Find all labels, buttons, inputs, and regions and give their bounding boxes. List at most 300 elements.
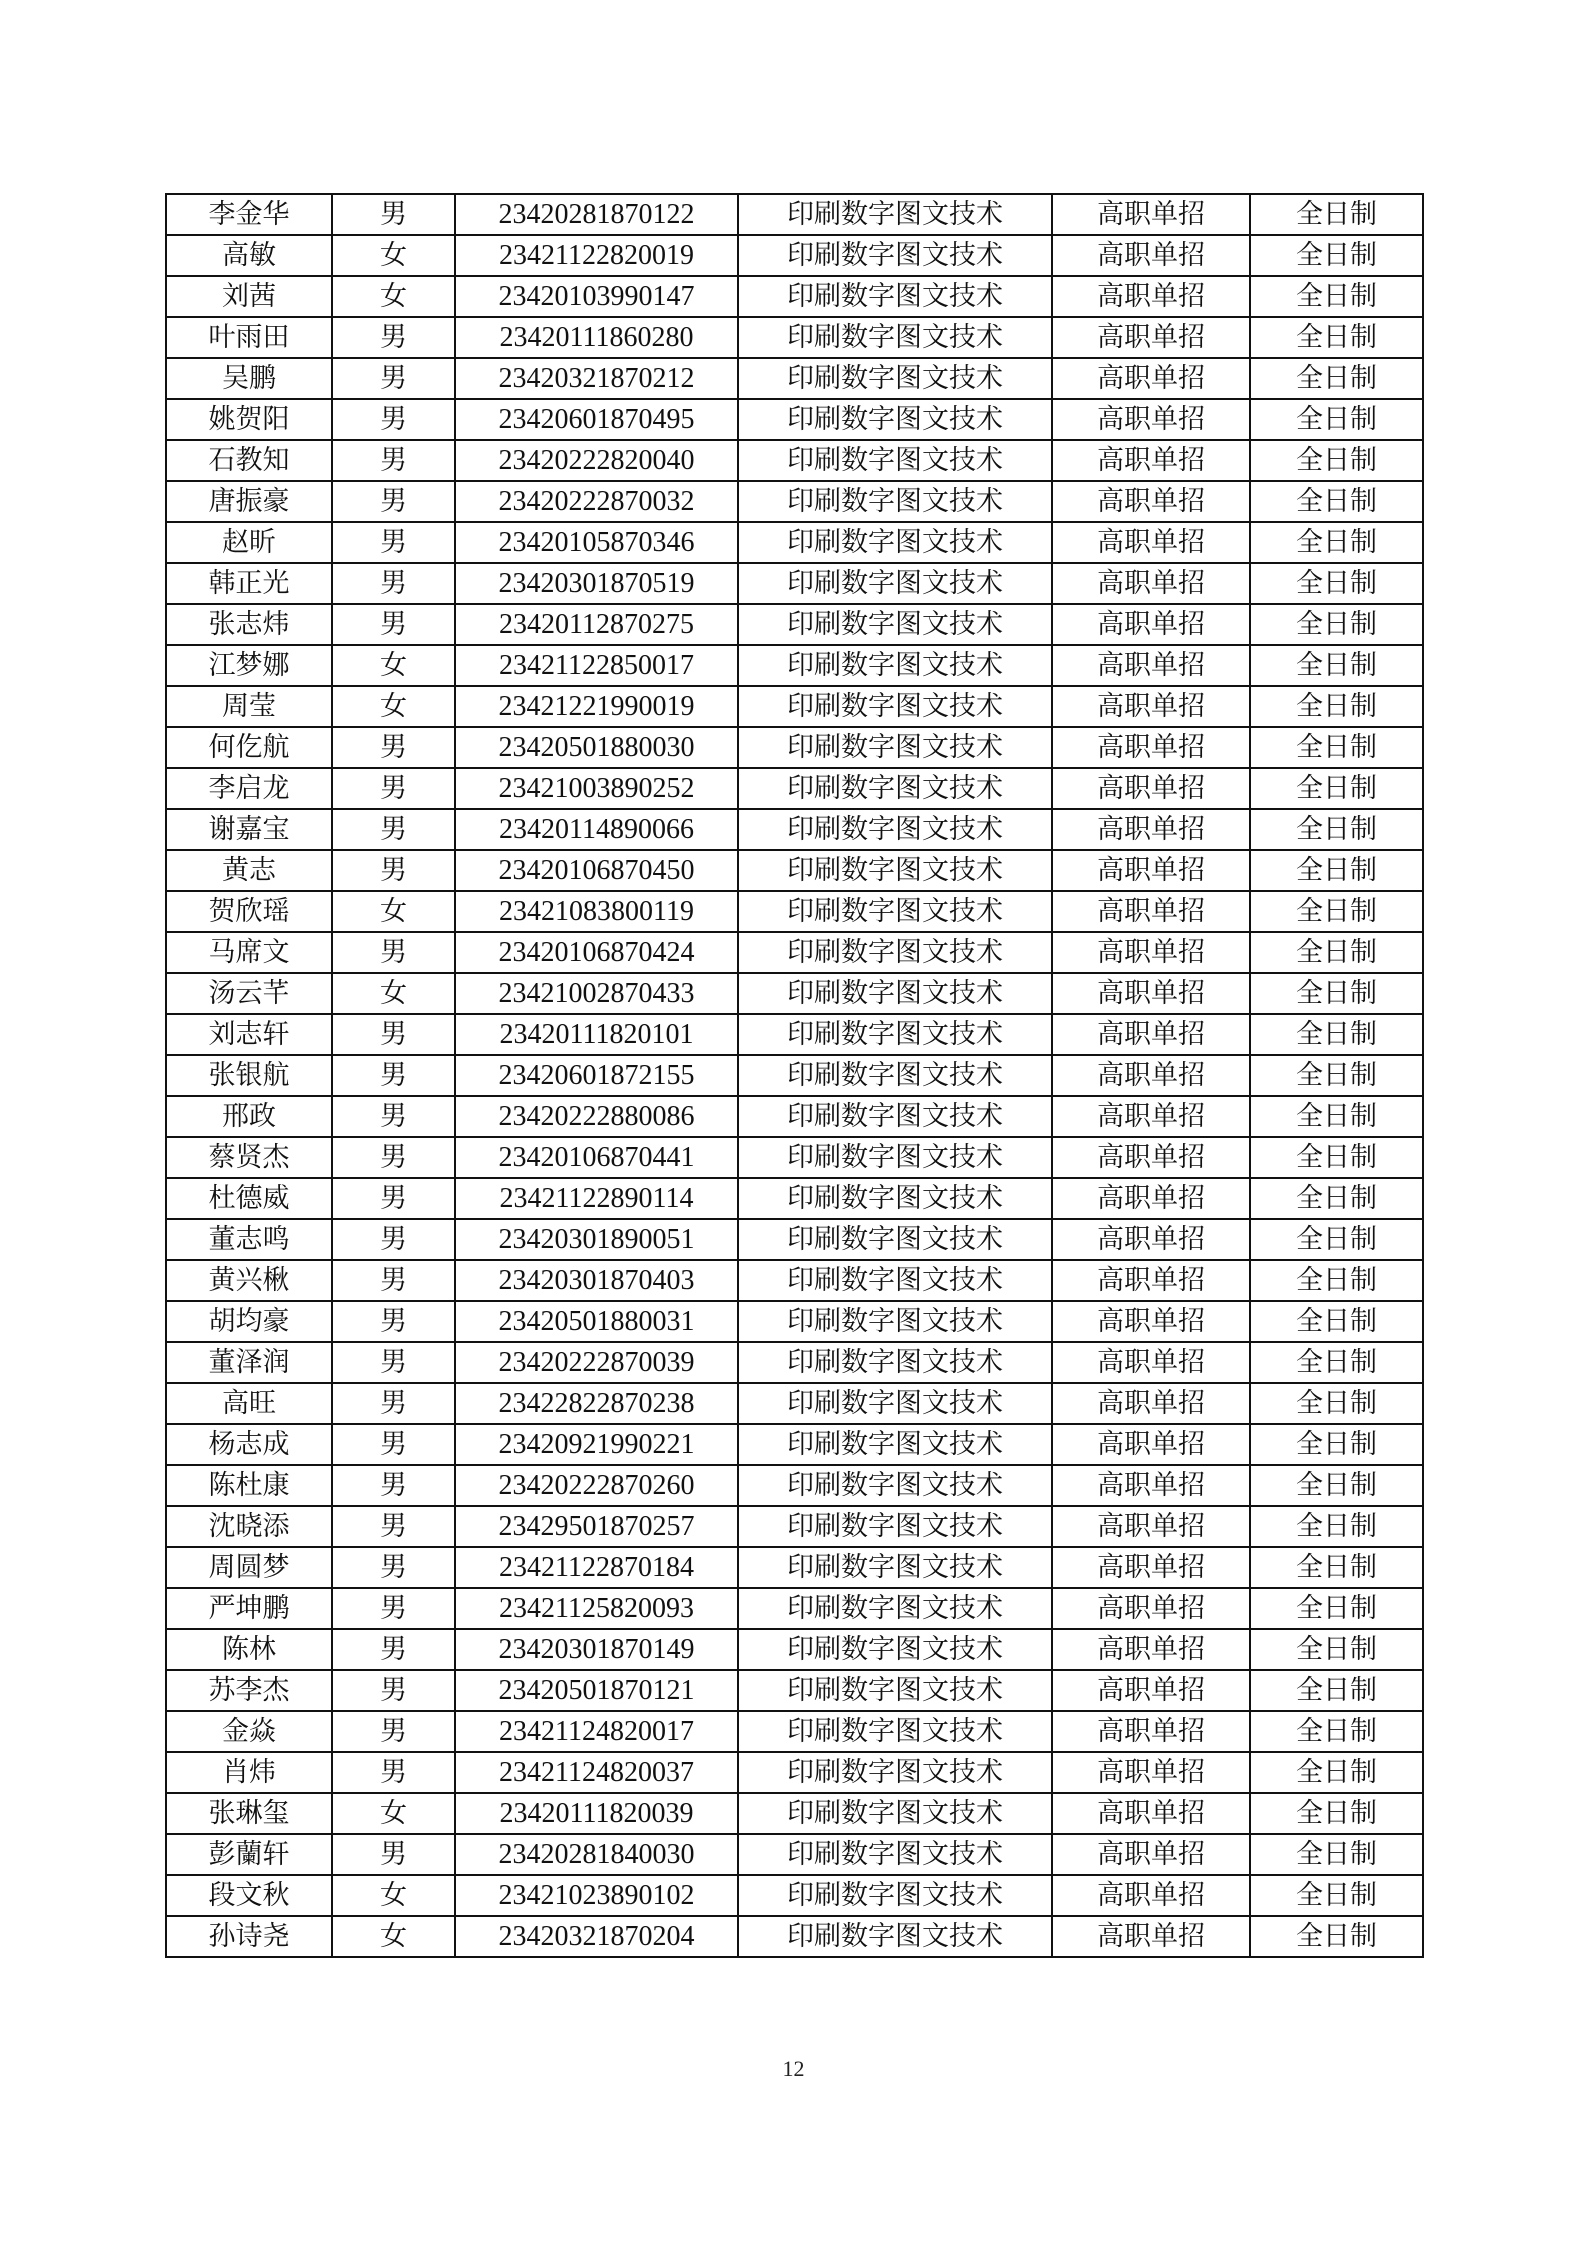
student-name-cell: 陈林 — [166, 1629, 332, 1670]
gender-cell: 男 — [332, 1260, 455, 1301]
admission-type-cell: 高职单招 — [1052, 358, 1250, 399]
major-cell: 印刷数字图文技术 — [738, 1547, 1052, 1588]
study-mode-cell: 全日制 — [1250, 1547, 1423, 1588]
student-name-cell: 高敏 — [166, 235, 332, 276]
study-mode-cell: 全日制 — [1250, 686, 1423, 727]
study-mode-cell: 全日制 — [1250, 1670, 1423, 1711]
major-cell: 印刷数字图文技术 — [738, 358, 1052, 399]
admission-type-cell: 高职单招 — [1052, 194, 1250, 235]
table-row — [166, 399, 1423, 440]
study-mode-cell: 全日制 — [1250, 809, 1423, 850]
table-row — [166, 645, 1423, 686]
table-row — [166, 1711, 1423, 1752]
major-cell: 印刷数字图文技术 — [738, 481, 1052, 522]
student-name-cell: 金焱 — [166, 1711, 332, 1752]
study-mode-cell: 全日制 — [1250, 358, 1423, 399]
admission-type-cell: 高职单招 — [1052, 768, 1250, 809]
major-cell: 印刷数字图文技术 — [738, 1424, 1052, 1465]
gender-cell: 女 — [332, 1793, 455, 1834]
table-row — [166, 1014, 1423, 1055]
major-cell: 印刷数字图文技术 — [738, 1629, 1052, 1670]
exam-id-cell: 23420601870495 — [455, 399, 738, 440]
table-row — [166, 850, 1423, 891]
table-row — [166, 276, 1423, 317]
admission-type-cell: 高职单招 — [1052, 276, 1250, 317]
major-cell: 印刷数字图文技术 — [738, 1219, 1052, 1260]
exam-id-cell: 23421083800119 — [455, 891, 738, 932]
student-name-cell: 李启龙 — [166, 768, 332, 809]
gender-cell: 男 — [332, 1014, 455, 1055]
gender-cell: 男 — [332, 1383, 455, 1424]
gender-cell: 男 — [332, 727, 455, 768]
table-row — [166, 1629, 1423, 1670]
study-mode-cell: 全日制 — [1250, 850, 1423, 891]
table-row — [166, 522, 1423, 563]
gender-cell: 男 — [332, 1301, 455, 1342]
admission-type-cell: 高职单招 — [1052, 1096, 1250, 1137]
exam-id-cell: 23420112870275 — [455, 604, 738, 645]
student-name-cell: 江梦娜 — [166, 645, 332, 686]
gender-cell: 男 — [332, 1219, 455, 1260]
admission-type-cell: 高职单招 — [1052, 1834, 1250, 1875]
student-name-cell: 黄兴楸 — [166, 1260, 332, 1301]
gender-cell: 男 — [332, 1096, 455, 1137]
study-mode-cell: 全日制 — [1250, 440, 1423, 481]
table-row — [166, 1383, 1423, 1424]
student-name-cell: 彭蘭轩 — [166, 1834, 332, 1875]
exam-id-cell: 23421122870184 — [455, 1547, 738, 1588]
table-row — [166, 1137, 1423, 1178]
major-cell: 印刷数字图文技术 — [738, 317, 1052, 358]
exam-id-cell: 23421023890102 — [455, 1875, 738, 1916]
exam-id-cell: 23420501870121 — [455, 1670, 738, 1711]
major-cell: 印刷数字图文技术 — [738, 727, 1052, 768]
major-cell: 印刷数字图文技术 — [738, 1588, 1052, 1629]
exam-id-cell: 23421122850017 — [455, 645, 738, 686]
table-row — [166, 1916, 1423, 1957]
exam-id-cell: 23420222820040 — [455, 440, 738, 481]
study-mode-cell: 全日制 — [1250, 1916, 1423, 1957]
admission-type-cell: 高职单招 — [1052, 1260, 1250, 1301]
study-mode-cell: 全日制 — [1250, 1014, 1423, 1055]
exam-id-cell: 23420281840030 — [455, 1834, 738, 1875]
gender-cell: 男 — [332, 1178, 455, 1219]
gender-cell: 女 — [332, 276, 455, 317]
student-name-cell: 姚贺阳 — [166, 399, 332, 440]
gender-cell: 女 — [332, 891, 455, 932]
student-name-cell: 陈杜康 — [166, 1465, 332, 1506]
major-cell: 印刷数字图文技术 — [738, 1137, 1052, 1178]
table-row — [166, 1219, 1423, 1260]
study-mode-cell: 全日制 — [1250, 604, 1423, 645]
gender-cell: 男 — [332, 563, 455, 604]
admission-type-cell: 高职单招 — [1052, 1793, 1250, 1834]
student-name-cell: 张银航 — [166, 1055, 332, 1096]
gender-cell: 男 — [332, 1506, 455, 1547]
gender-cell: 女 — [332, 645, 455, 686]
table-row — [166, 481, 1423, 522]
admission-type-cell: 高职单招 — [1052, 1465, 1250, 1506]
exam-id-cell: 23421221990019 — [455, 686, 738, 727]
student-name-cell: 何仡航 — [166, 727, 332, 768]
table-row — [166, 973, 1423, 1014]
student-name-cell: 苏李杰 — [166, 1670, 332, 1711]
gender-cell: 男 — [332, 768, 455, 809]
exam-id-cell: 23420222870260 — [455, 1465, 738, 1506]
table-row — [166, 1424, 1423, 1465]
exam-id-cell: 23429501870257 — [455, 1506, 738, 1547]
study-mode-cell: 全日制 — [1250, 1711, 1423, 1752]
table-row — [166, 1260, 1423, 1301]
exam-id-cell: 23420301870519 — [455, 563, 738, 604]
study-mode-cell: 全日制 — [1250, 194, 1423, 235]
exam-id-cell: 23420111820039 — [455, 1793, 738, 1834]
gender-cell: 男 — [332, 932, 455, 973]
major-cell: 印刷数字图文技术 — [738, 399, 1052, 440]
table-row — [166, 1465, 1423, 1506]
study-mode-cell: 全日制 — [1250, 1506, 1423, 1547]
table-row — [166, 686, 1423, 727]
table-row — [166, 604, 1423, 645]
exam-id-cell: 23421124820037 — [455, 1752, 738, 1793]
major-cell: 印刷数字图文技术 — [738, 1875, 1052, 1916]
study-mode-cell: 全日制 — [1250, 276, 1423, 317]
admission-type-cell: 高职单招 — [1052, 1547, 1250, 1588]
gender-cell: 男 — [332, 850, 455, 891]
major-cell: 印刷数字图文技术 — [738, 1506, 1052, 1547]
student-name-cell: 石教知 — [166, 440, 332, 481]
major-cell: 印刷数字图文技术 — [738, 1301, 1052, 1342]
student-name-cell: 唐振豪 — [166, 481, 332, 522]
major-cell: 印刷数字图文技术 — [738, 1342, 1052, 1383]
admission-type-cell: 高职单招 — [1052, 604, 1250, 645]
study-mode-cell: 全日制 — [1250, 563, 1423, 604]
gender-cell: 男 — [332, 1342, 455, 1383]
major-cell: 印刷数字图文技术 — [738, 850, 1052, 891]
study-mode-cell: 全日制 — [1250, 1752, 1423, 1793]
study-mode-cell: 全日制 — [1250, 1178, 1423, 1219]
study-mode-cell: 全日制 — [1250, 1055, 1423, 1096]
student-name-cell: 汤云芊 — [166, 973, 332, 1014]
study-mode-cell: 全日制 — [1250, 1424, 1423, 1465]
student-name-cell: 黄志 — [166, 850, 332, 891]
admission-type-cell: 高职单招 — [1052, 1178, 1250, 1219]
gender-cell: 男 — [332, 604, 455, 645]
table-row — [166, 1752, 1423, 1793]
exam-id-cell: 23420114890066 — [455, 809, 738, 850]
table-row — [166, 1342, 1423, 1383]
exam-id-cell: 23421122890114 — [455, 1178, 738, 1219]
major-cell: 印刷数字图文技术 — [738, 1260, 1052, 1301]
study-mode-cell: 全日制 — [1250, 1834, 1423, 1875]
exam-id-cell: 23420222870039 — [455, 1342, 738, 1383]
gender-cell: 男 — [332, 1629, 455, 1670]
table-row — [166, 809, 1423, 850]
study-mode-cell: 全日制 — [1250, 1342, 1423, 1383]
table-row — [166, 1178, 1423, 1219]
study-mode-cell: 全日制 — [1250, 932, 1423, 973]
table-row — [166, 358, 1423, 399]
admission-type-cell: 高职单招 — [1052, 440, 1250, 481]
major-cell: 印刷数字图文技术 — [738, 1752, 1052, 1793]
study-mode-cell: 全日制 — [1250, 1301, 1423, 1342]
table-row — [166, 317, 1423, 358]
exam-id-cell: 23421125820093 — [455, 1588, 738, 1629]
major-cell: 印刷数字图文技术 — [738, 973, 1052, 1014]
study-mode-cell: 全日制 — [1250, 1588, 1423, 1629]
gender-cell: 男 — [332, 1834, 455, 1875]
table-row — [166, 440, 1423, 481]
study-mode-cell: 全日制 — [1250, 522, 1423, 563]
table-row — [166, 891, 1423, 932]
student-name-cell: 吴鹏 — [166, 358, 332, 399]
major-cell: 印刷数字图文技术 — [738, 522, 1052, 563]
study-mode-cell: 全日制 — [1250, 317, 1423, 358]
admission-type-cell: 高职单招 — [1052, 1219, 1250, 1260]
exam-id-cell: 23420222880086 — [455, 1096, 738, 1137]
study-mode-cell: 全日制 — [1250, 399, 1423, 440]
admission-type-cell: 高职单招 — [1052, 399, 1250, 440]
student-name-cell: 叶雨田 — [166, 317, 332, 358]
major-cell: 印刷数字图文技术 — [738, 194, 1052, 235]
gender-cell: 男 — [332, 1670, 455, 1711]
table-row — [166, 1096, 1423, 1137]
major-cell: 印刷数字图文技术 — [738, 768, 1052, 809]
table-row — [166, 768, 1423, 809]
student-name-cell: 邢政 — [166, 1096, 332, 1137]
study-mode-cell: 全日制 — [1250, 1260, 1423, 1301]
gender-cell: 男 — [332, 1055, 455, 1096]
admission-type-cell: 高职单招 — [1052, 1588, 1250, 1629]
admission-type-cell: 高职单招 — [1052, 727, 1250, 768]
major-cell: 印刷数字图文技术 — [738, 1793, 1052, 1834]
table-row — [166, 1055, 1423, 1096]
major-cell: 印刷数字图文技术 — [738, 1383, 1052, 1424]
table-row — [166, 235, 1423, 276]
study-mode-cell: 全日制 — [1250, 1219, 1423, 1260]
admission-type-cell: 高职单招 — [1052, 932, 1250, 973]
student-name-cell: 孙诗尧 — [166, 1916, 332, 1957]
major-cell: 印刷数字图文技术 — [738, 563, 1052, 604]
student-name-cell: 谢嘉宝 — [166, 809, 332, 850]
major-cell: 印刷数字图文技术 — [738, 604, 1052, 645]
major-cell: 印刷数字图文技术 — [738, 1670, 1052, 1711]
admission-type-cell: 高职单招 — [1052, 1342, 1250, 1383]
exam-id-cell: 23421122820019 — [455, 235, 738, 276]
table-row — [166, 1793, 1423, 1834]
gender-cell: 男 — [332, 809, 455, 850]
admission-type-cell: 高职单招 — [1052, 973, 1250, 1014]
admission-type-cell: 高职单招 — [1052, 1055, 1250, 1096]
admission-type-cell: 高职单招 — [1052, 1752, 1250, 1793]
admission-type-cell: 高职单招 — [1052, 563, 1250, 604]
roster-body — [166, 194, 1423, 1957]
major-cell: 印刷数字图文技术 — [738, 235, 1052, 276]
page-number: 12 — [782, 2056, 805, 2081]
student-name-cell: 严坤鹏 — [166, 1588, 332, 1629]
admission-type-cell: 高职单招 — [1052, 1383, 1250, 1424]
student-name-cell: 张琳玺 — [166, 1793, 332, 1834]
major-cell: 印刷数字图文技术 — [738, 809, 1052, 850]
major-cell: 印刷数字图文技术 — [738, 276, 1052, 317]
exam-id-cell: 23420103990147 — [455, 276, 738, 317]
exam-id-cell: 23422822870238 — [455, 1383, 738, 1424]
admission-type-cell: 高职单招 — [1052, 1424, 1250, 1465]
student-roster-table — [165, 193, 1424, 1958]
admission-type-cell: 高职单招 — [1052, 1670, 1250, 1711]
major-cell: 印刷数字图文技术 — [738, 1711, 1052, 1752]
gender-cell: 男 — [332, 1711, 455, 1752]
gender-cell: 男 — [332, 1465, 455, 1506]
admission-type-cell: 高职单招 — [1052, 645, 1250, 686]
admission-type-cell: 高职单招 — [1052, 1506, 1250, 1547]
study-mode-cell: 全日制 — [1250, 1137, 1423, 1178]
exam-id-cell: 23420111820101 — [455, 1014, 738, 1055]
student-name-cell: 周莹 — [166, 686, 332, 727]
admission-type-cell: 高职单招 — [1052, 1629, 1250, 1670]
study-mode-cell: 全日制 — [1250, 235, 1423, 276]
admission-type-cell: 高职单招 — [1052, 891, 1250, 932]
gender-cell: 男 — [332, 1424, 455, 1465]
exam-id-cell: 23420281870122 — [455, 194, 738, 235]
student-name-cell: 肖炜 — [166, 1752, 332, 1793]
gender-cell: 男 — [332, 522, 455, 563]
student-name-cell: 张志炜 — [166, 604, 332, 645]
exam-id-cell: 23420106870450 — [455, 850, 738, 891]
admission-type-cell: 高职单招 — [1052, 522, 1250, 563]
exam-id-cell: 23420105870346 — [455, 522, 738, 563]
gender-cell: 男 — [332, 194, 455, 235]
admission-type-cell: 高职单招 — [1052, 809, 1250, 850]
major-cell: 印刷数字图文技术 — [738, 1465, 1052, 1506]
gender-cell: 男 — [332, 358, 455, 399]
gender-cell: 男 — [332, 440, 455, 481]
exam-id-cell: 23420222870032 — [455, 481, 738, 522]
admission-type-cell: 高职单招 — [1052, 317, 1250, 358]
major-cell: 印刷数字图文技术 — [738, 645, 1052, 686]
admission-type-cell: 高职单招 — [1052, 1014, 1250, 1055]
student-name-cell: 高旺 — [166, 1383, 332, 1424]
student-name-cell: 杜德威 — [166, 1178, 332, 1219]
gender-cell: 女 — [332, 973, 455, 1014]
major-cell: 印刷数字图文技术 — [738, 686, 1052, 727]
student-name-cell: 刘茜 — [166, 276, 332, 317]
exam-id-cell: 23420301890051 — [455, 1219, 738, 1260]
admission-type-cell: 高职单招 — [1052, 1875, 1250, 1916]
study-mode-cell: 全日制 — [1250, 1096, 1423, 1137]
exam-id-cell: 23420106870441 — [455, 1137, 738, 1178]
major-cell: 印刷数字图文技术 — [738, 1834, 1052, 1875]
student-name-cell: 胡均豪 — [166, 1301, 332, 1342]
admission-type-cell: 高职单招 — [1052, 481, 1250, 522]
table-row — [166, 727, 1423, 768]
study-mode-cell: 全日制 — [1250, 1875, 1423, 1916]
exam-id-cell: 23420601872155 — [455, 1055, 738, 1096]
student-name-cell: 沈晓添 — [166, 1506, 332, 1547]
study-mode-cell: 全日制 — [1250, 1793, 1423, 1834]
gender-cell: 女 — [332, 1916, 455, 1957]
admission-type-cell: 高职单招 — [1052, 235, 1250, 276]
gender-cell: 男 — [332, 399, 455, 440]
exam-id-cell: 23420321870212 — [455, 358, 738, 399]
table-row — [166, 563, 1423, 604]
table-row — [166, 932, 1423, 973]
study-mode-cell: 全日制 — [1250, 1629, 1423, 1670]
gender-cell: 女 — [332, 1875, 455, 1916]
major-cell: 印刷数字图文技术 — [738, 1014, 1052, 1055]
admission-type-cell: 高职单招 — [1052, 1301, 1250, 1342]
table-row — [166, 194, 1423, 235]
major-cell: 印刷数字图文技术 — [738, 1178, 1052, 1219]
gender-cell: 男 — [332, 1752, 455, 1793]
student-name-cell: 杨志成 — [166, 1424, 332, 1465]
student-name-cell: 董志鸣 — [166, 1219, 332, 1260]
exam-id-cell: 23421003890252 — [455, 768, 738, 809]
admission-type-cell: 高职单招 — [1052, 850, 1250, 891]
exam-id-cell: 23420501880031 — [455, 1301, 738, 1342]
exam-id-cell: 23421002870433 — [455, 973, 738, 1014]
exam-id-cell: 23420501880030 — [455, 727, 738, 768]
gender-cell: 男 — [332, 1588, 455, 1629]
exam-id-cell: 23420301870403 — [455, 1260, 738, 1301]
student-name-cell: 刘志轩 — [166, 1014, 332, 1055]
gender-cell: 女 — [332, 686, 455, 727]
student-name-cell: 董泽润 — [166, 1342, 332, 1383]
major-cell: 印刷数字图文技术 — [738, 1096, 1052, 1137]
table-row — [166, 1875, 1423, 1916]
gender-cell: 男 — [332, 317, 455, 358]
table-row — [166, 1588, 1423, 1629]
study-mode-cell: 全日制 — [1250, 481, 1423, 522]
admission-type-cell: 高职单招 — [1052, 1137, 1250, 1178]
student-name-cell: 李金华 — [166, 194, 332, 235]
study-mode-cell: 全日制 — [1250, 645, 1423, 686]
gender-cell: 男 — [332, 1547, 455, 1588]
exam-id-cell: 23420921990221 — [455, 1424, 738, 1465]
study-mode-cell: 全日制 — [1250, 768, 1423, 809]
table-row — [166, 1506, 1423, 1547]
student-name-cell: 段文秋 — [166, 1875, 332, 1916]
study-mode-cell: 全日制 — [1250, 1465, 1423, 1506]
major-cell: 印刷数字图文技术 — [738, 1055, 1052, 1096]
student-name-cell: 周圆梦 — [166, 1547, 332, 1588]
major-cell: 印刷数字图文技术 — [738, 1916, 1052, 1957]
student-name-cell: 马席文 — [166, 932, 332, 973]
admission-type-cell: 高职单招 — [1052, 1711, 1250, 1752]
student-name-cell: 贺欣瑶 — [166, 891, 332, 932]
exam-id-cell: 23420111860280 — [455, 317, 738, 358]
exam-id-cell: 23421124820017 — [455, 1711, 738, 1752]
admission-type-cell: 高职单招 — [1052, 686, 1250, 727]
admission-type-cell: 高职单招 — [1052, 1916, 1250, 1957]
study-mode-cell: 全日制 — [1250, 973, 1423, 1014]
gender-cell: 男 — [332, 1137, 455, 1178]
study-mode-cell: 全日制 — [1250, 1383, 1423, 1424]
major-cell: 印刷数字图文技术 — [738, 932, 1052, 973]
gender-cell: 男 — [332, 481, 455, 522]
major-cell: 印刷数字图文技术 — [738, 891, 1052, 932]
table-row — [166, 1834, 1423, 1875]
exam-id-cell: 23420301870149 — [455, 1629, 738, 1670]
table-row — [166, 1301, 1423, 1342]
table-row — [166, 1547, 1423, 1588]
study-mode-cell: 全日制 — [1250, 727, 1423, 768]
student-name-cell: 蔡贤杰 — [166, 1137, 332, 1178]
table-row — [166, 1670, 1423, 1711]
major-cell: 印刷数字图文技术 — [738, 440, 1052, 481]
gender-cell: 女 — [332, 235, 455, 276]
student-name-cell: 韩正光 — [166, 563, 332, 604]
